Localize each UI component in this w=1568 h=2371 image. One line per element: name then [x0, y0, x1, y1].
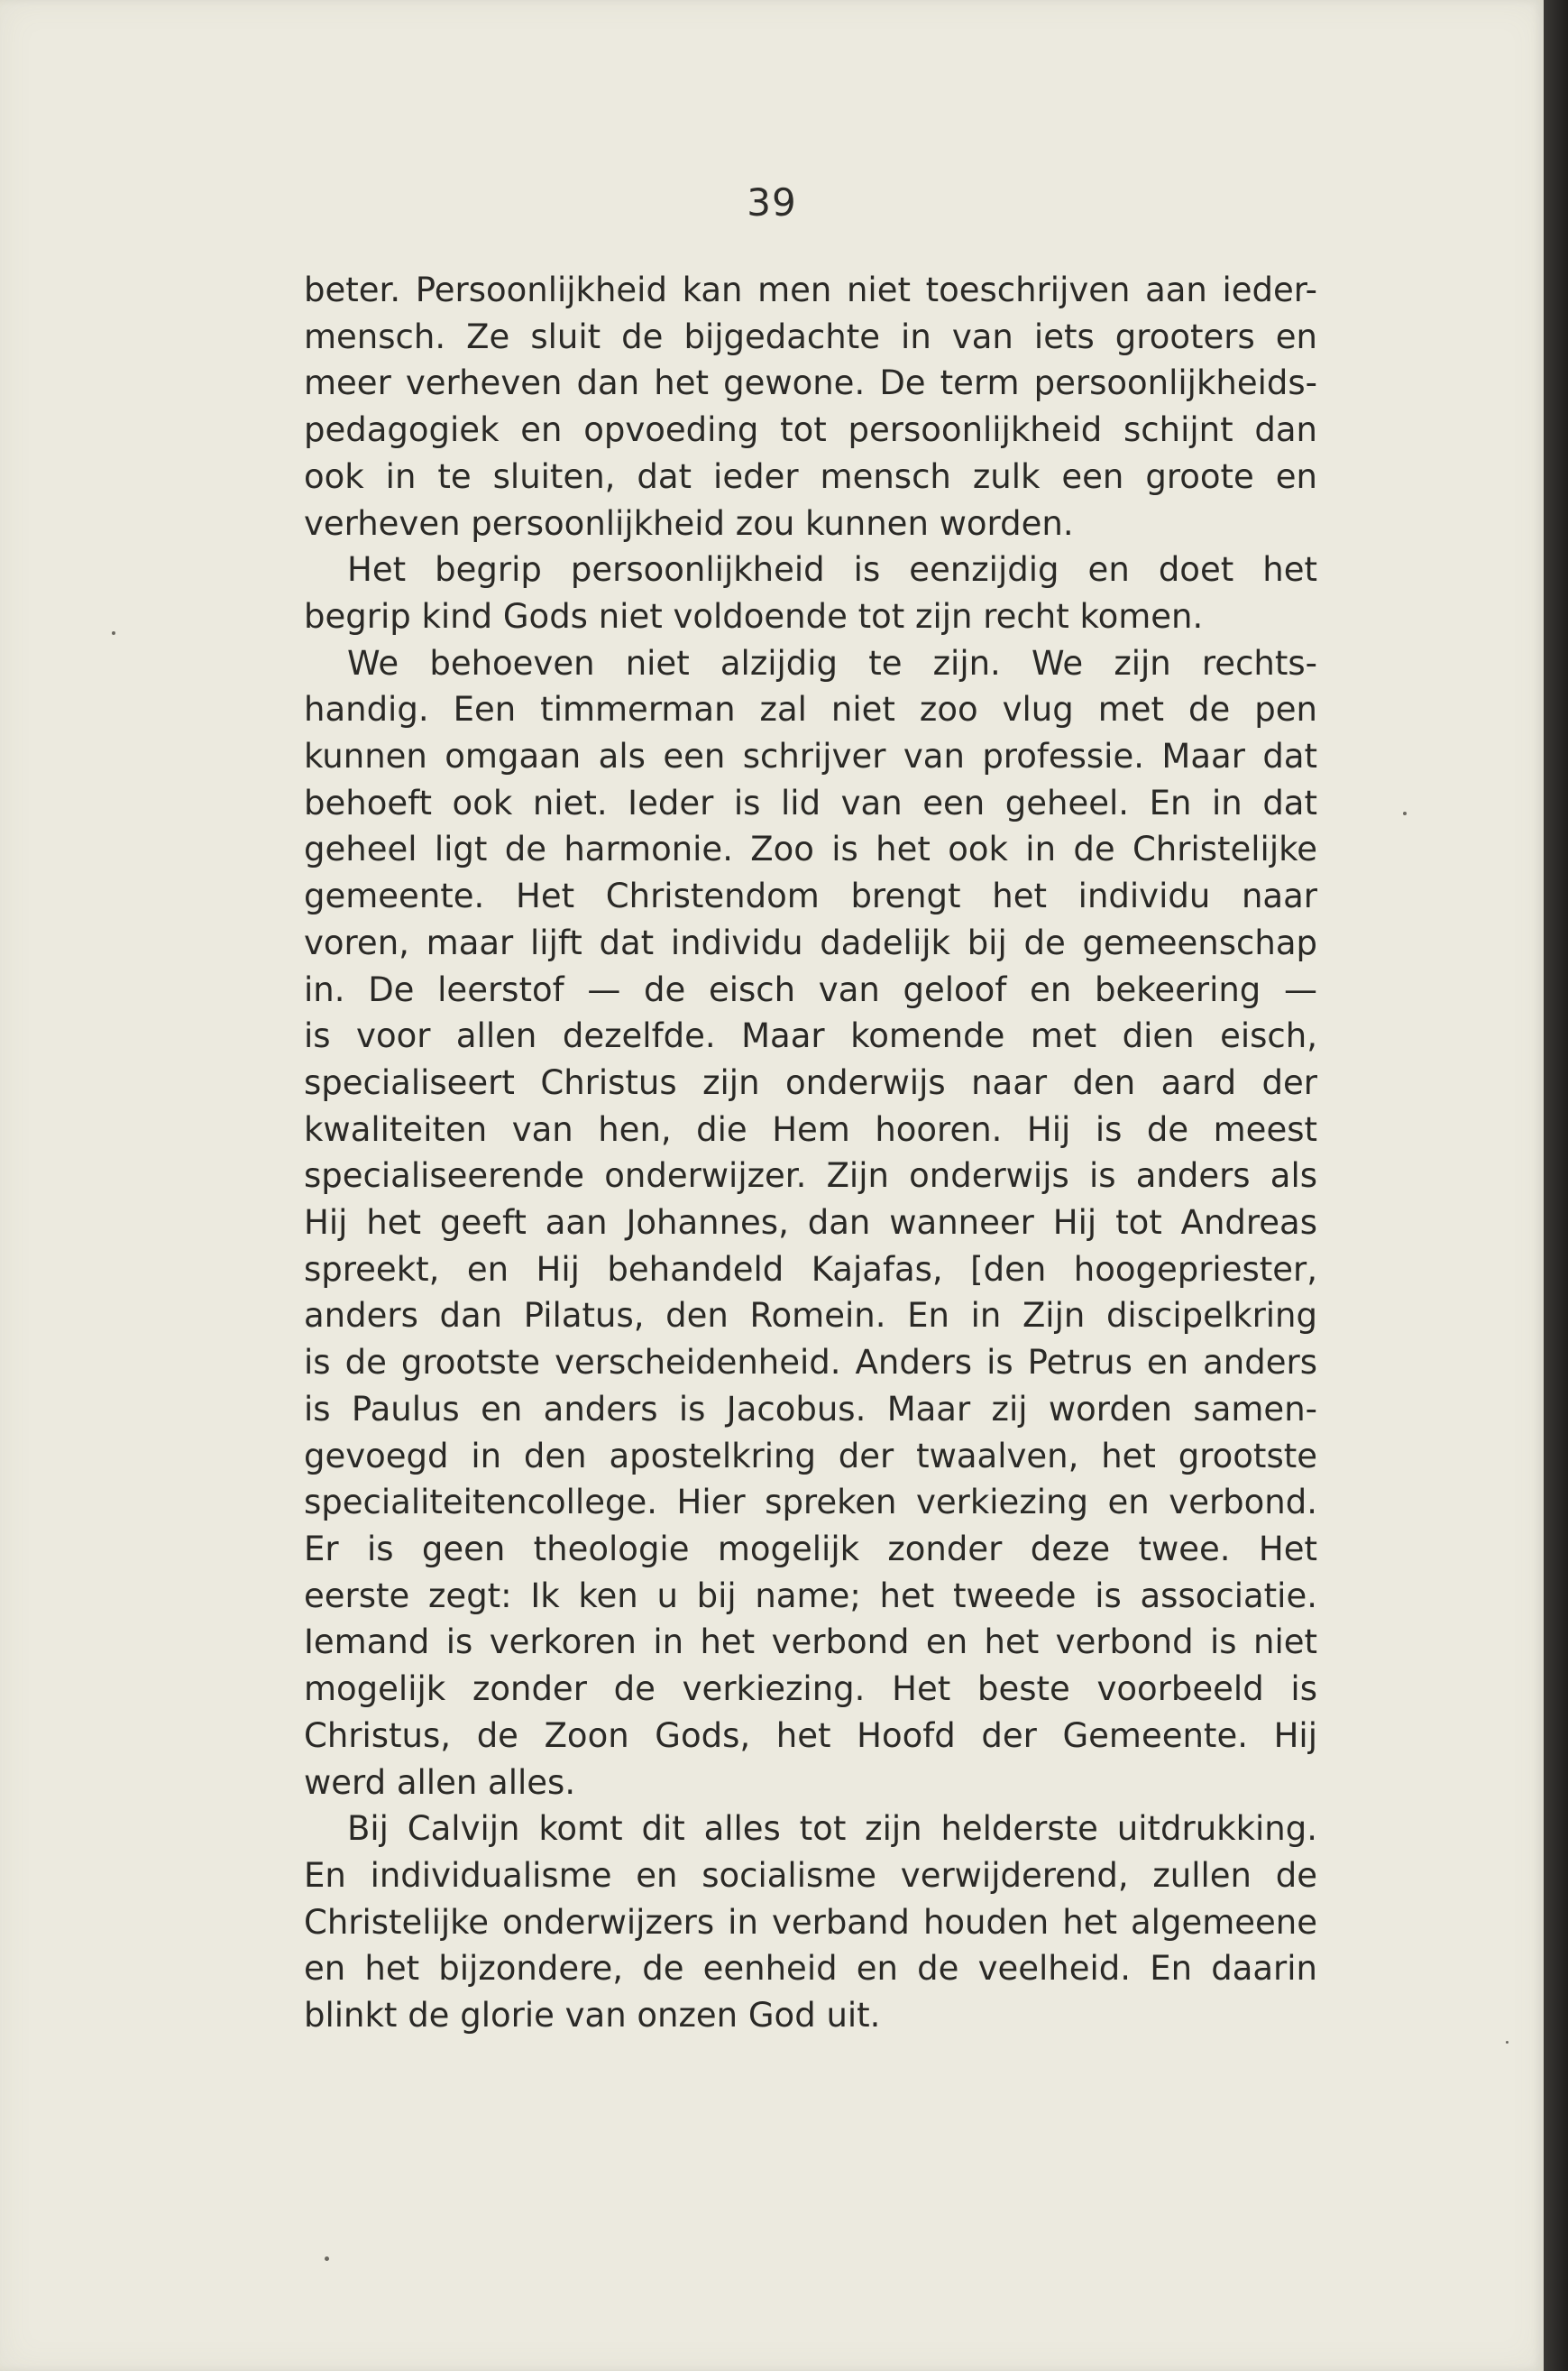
text-line: En individualisme en socialisme verwijderend, zullen de	[304, 1855, 1317, 1895]
text-line: Christelijke onderwijzers in verband houden het algemeene	[304, 1902, 1317, 1942]
text-line: specialiteitencollege. Hier spreken verkiezing en verbond.	[304, 1483, 1317, 1522]
paragraph	[304, 1806, 1317, 2039]
scan-background-edge	[1544, 0, 1568, 2371]
text-line: in. De leerstof — de eisch van geloof en bekeering —	[304, 970, 1317, 1009]
text-line: verheven persoonlijkheid zou kunnen worden.	[304, 503, 1074, 543]
text-line: is voor allen dezelfde. Maar komende met dien eisch,	[304, 1016, 1317, 1056]
text-line: werd allen alles.	[304, 1762, 576, 1802]
text-line: Het begrip persoonlijkheid is eenzijdig en doet het	[347, 550, 1317, 590]
page-number: 39	[747, 180, 797, 225]
body-text	[304, 267, 1317, 2039]
paragraph	[304, 547, 1317, 639]
text-line: is Paulus en anders is Jacobus. Maar zij worden samen-	[304, 1389, 1317, 1429]
text-line: en het bijzondere, de eenheid en de veelheid. En daarin	[304, 1949, 1317, 1989]
text-line: specialiseert Christus zijn onderwijs naar den aard der	[304, 1062, 1317, 1102]
text-line: Hij het geeft aan Johannes, dan wanneer Hij tot Andreas	[304, 1203, 1317, 1243]
text-line: is de grootste verscheidenheid. Anders is Petrus en anders	[304, 1343, 1317, 1383]
text-line: gevoegd in den apostelkring der twaalven, het grootste	[304, 1436, 1317, 1475]
paper-speck	[1403, 812, 1407, 815]
text-line: Er is geen theologie mogelijk zonder deze twee. Het	[304, 1529, 1317, 1568]
text-line: behoeft ook niet. Ieder is lid van een geheel. En in dat	[304, 783, 1317, 822]
text-line: geheel ligt de harmonie. Zoo is het ook in de Christelijke	[304, 830, 1317, 869]
text-line: ook in te sluiten, dat ieder mensch zulk een groote en	[304, 456, 1317, 496]
text-line: blinkt de glorie van onzen God uit.	[304, 1996, 881, 2036]
text-line: specialiseerende onderwijzer. Zijn onderwijs is anders als	[304, 1156, 1317, 1196]
paragraph	[304, 267, 1317, 547]
paragraph	[304, 640, 1317, 1806]
text-line: voren, maar lijft dat individu dadelijk bij de gemeenschap	[304, 923, 1317, 962]
text-line: spreekt, en Hij behandeld Kajafas, [den hoogepriester,	[304, 1249, 1317, 1289]
text-line: Iemand is verkoren in het verbond en het verbond is niet	[304, 1622, 1317, 1662]
text-line: mensch. Ze sluit de bijgedachte in van iets grooters en	[304, 317, 1317, 356]
paper-speck	[325, 2256, 329, 2261]
text-line: kunnen omgaan als een schrijver van professie. Maar dat	[304, 737, 1317, 777]
paper-speck	[1506, 2041, 1508, 2044]
text-line: begrip kind Gods niet voldoende tot zijn recht komen.	[304, 596, 1204, 636]
text-line: Christus, de Zoon Gods, het Hoofd der Gemeente. Hij	[304, 1715, 1317, 1755]
text-line: anders dan Pilatus, den Romein. En in Zijn discipelkring	[304, 1296, 1317, 1336]
text-line: gemeente. Het Christendom brengt het individu naar	[304, 877, 1317, 916]
text-line: pedagogiek en opvoeding tot persoonlijkheid schijnt dan	[304, 410, 1317, 450]
text-line: kwaliteiten van hen, die Hem hooren. Hij is de meest	[304, 1109, 1317, 1149]
text-line: meer verheven dan het gewone. De term persoonlijkheids-	[304, 363, 1317, 403]
text-line: We behoeven niet alzijdig te zijn. We zijn rechts-	[347, 643, 1317, 683]
text-line: mogelijk zonder de verkiezing. Het beste voorbeeld is	[304, 1669, 1317, 1709]
text-line: handig. Een timmerman zal niet zoo vlug met de pen	[304, 690, 1317, 730]
text-line: beter. Persoonlijkheid kan men niet toeschrijven aan ieder-	[304, 271, 1317, 309]
text-line: Bij Calvijn komt dit alles tot zijn helderste uitdrukking.	[347, 1809, 1317, 1849]
paper-speck	[112, 631, 115, 635]
text-line: eerste zegt: Ik ken u bij name; het tweede is associatie.	[304, 1576, 1317, 1615]
